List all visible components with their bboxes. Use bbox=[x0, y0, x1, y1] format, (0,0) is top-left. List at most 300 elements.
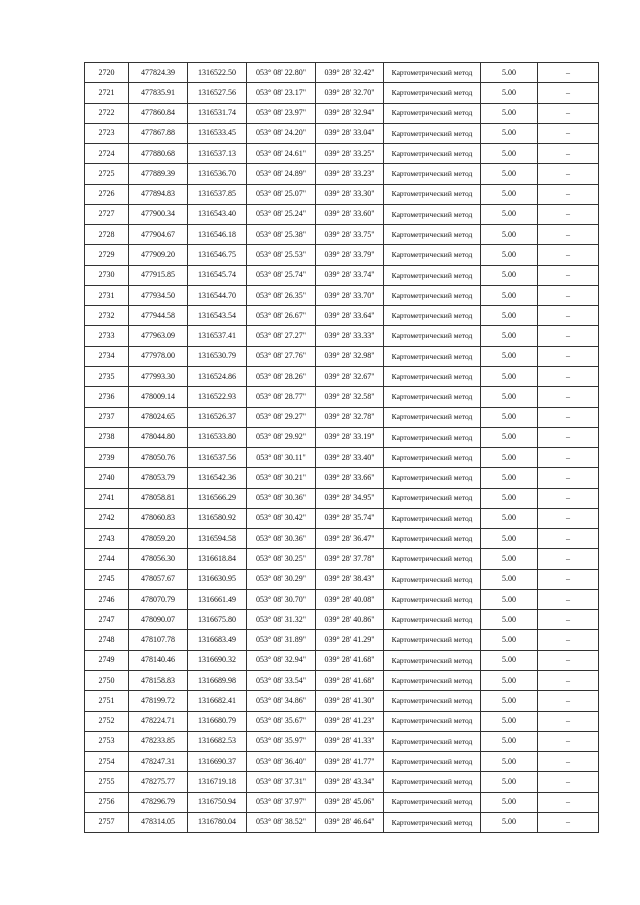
table-row bbox=[85, 468, 599, 488]
method-cell: Картометрический метод bbox=[384, 285, 481, 305]
x-coordinate-cell: 478056.30 bbox=[129, 549, 188, 569]
table-row bbox=[85, 731, 599, 751]
table-row bbox=[85, 508, 599, 528]
note-cell: – bbox=[538, 164, 599, 184]
y-coordinate-cell: 1316537.13 bbox=[188, 144, 247, 164]
y-coordinate-cell: 1316580.92 bbox=[188, 508, 247, 528]
accuracy-cell: 5.00 bbox=[481, 245, 538, 265]
table-row bbox=[85, 245, 599, 265]
x-coordinate-cell: 478059.20 bbox=[129, 529, 188, 549]
point-number-cell: 2753 bbox=[85, 731, 129, 751]
longitude-cell: 039° 28' 33.60" bbox=[316, 204, 384, 224]
y-coordinate-cell: 1316543.54 bbox=[188, 306, 247, 326]
accuracy-cell: 5.00 bbox=[481, 184, 538, 204]
table-row bbox=[85, 265, 599, 285]
method-cell: Картометрический метод bbox=[384, 144, 481, 164]
x-coordinate-cell: 477824.39 bbox=[129, 63, 188, 83]
x-coordinate-cell: 478070.79 bbox=[129, 589, 188, 609]
latitude-cell: 053° 08' 30.36" bbox=[247, 529, 316, 549]
y-coordinate-cell: 1316537.56 bbox=[188, 448, 247, 468]
note-cell: – bbox=[538, 569, 599, 589]
method-cell: Картометрический метод bbox=[384, 103, 481, 123]
method-cell: Картометрический метод bbox=[384, 488, 481, 508]
accuracy-cell: 5.00 bbox=[481, 691, 538, 711]
latitude-cell: 053° 08' 27.76" bbox=[247, 346, 316, 366]
accuracy-cell: 5.00 bbox=[481, 630, 538, 650]
longitude-cell: 039° 28' 35.74" bbox=[316, 508, 384, 528]
longitude-cell: 039° 28' 33.66" bbox=[316, 468, 384, 488]
table-body bbox=[85, 63, 599, 833]
table-row bbox=[85, 366, 599, 386]
method-cell: Картометрический метод bbox=[384, 326, 481, 346]
table-row bbox=[85, 204, 599, 224]
point-number-cell: 2743 bbox=[85, 529, 129, 549]
accuracy-cell: 5.00 bbox=[481, 650, 538, 670]
x-coordinate-cell: 477894.83 bbox=[129, 184, 188, 204]
longitude-cell: 039° 28' 32.42" bbox=[316, 63, 384, 83]
table-row bbox=[85, 225, 599, 245]
longitude-cell: 039° 28' 43.34" bbox=[316, 772, 384, 792]
latitude-cell: 053° 08' 35.67" bbox=[247, 711, 316, 731]
method-cell: Картометрический метод bbox=[384, 387, 481, 407]
table-row bbox=[85, 83, 599, 103]
y-coordinate-cell: 1316546.75 bbox=[188, 245, 247, 265]
y-coordinate-cell: 1316530.79 bbox=[188, 346, 247, 366]
note-cell: – bbox=[538, 346, 599, 366]
longitude-cell: 039° 28' 46.64" bbox=[316, 812, 384, 832]
latitude-cell: 053° 08' 37.31" bbox=[247, 772, 316, 792]
note-cell: – bbox=[538, 691, 599, 711]
latitude-cell: 053° 08' 30.29" bbox=[247, 569, 316, 589]
table-row bbox=[85, 63, 599, 83]
table-row bbox=[85, 752, 599, 772]
longitude-cell: 039° 28' 38.43" bbox=[316, 569, 384, 589]
table-row bbox=[85, 387, 599, 407]
note-cell: – bbox=[538, 407, 599, 427]
method-cell: Картометрический метод bbox=[384, 610, 481, 630]
x-coordinate-cell: 478090.07 bbox=[129, 610, 188, 630]
x-coordinate-cell: 477889.39 bbox=[129, 164, 188, 184]
table-row bbox=[85, 326, 599, 346]
point-number-cell: 2741 bbox=[85, 488, 129, 508]
accuracy-cell: 5.00 bbox=[481, 508, 538, 528]
y-coordinate-cell: 1316546.18 bbox=[188, 225, 247, 245]
x-coordinate-cell: 478050.76 bbox=[129, 448, 188, 468]
y-coordinate-cell: 1316526.37 bbox=[188, 407, 247, 427]
point-number-cell: 2748 bbox=[85, 630, 129, 650]
method-cell: Картометрический метод bbox=[384, 670, 481, 690]
accuracy-cell: 5.00 bbox=[481, 387, 538, 407]
method-cell: Картометрический метод bbox=[384, 529, 481, 549]
point-number-cell: 2752 bbox=[85, 711, 129, 731]
accuracy-cell: 5.00 bbox=[481, 812, 538, 832]
y-coordinate-cell: 1316618.84 bbox=[188, 549, 247, 569]
latitude-cell: 053° 08' 31.32" bbox=[247, 610, 316, 630]
y-coordinate-cell: 1316689.98 bbox=[188, 670, 247, 690]
note-cell: – bbox=[538, 529, 599, 549]
latitude-cell: 053° 08' 24.20" bbox=[247, 123, 316, 143]
accuracy-cell: 5.00 bbox=[481, 285, 538, 305]
note-cell: – bbox=[538, 225, 599, 245]
point-number-cell: 2725 bbox=[85, 164, 129, 184]
table-row bbox=[85, 488, 599, 508]
table-row bbox=[85, 448, 599, 468]
accuracy-cell: 5.00 bbox=[481, 610, 538, 630]
y-coordinate-cell: 1316690.32 bbox=[188, 650, 247, 670]
longitude-cell: 039° 28' 33.19" bbox=[316, 427, 384, 447]
method-cell: Картометрический метод bbox=[384, 792, 481, 812]
note-cell: – bbox=[538, 589, 599, 609]
table-row bbox=[85, 529, 599, 549]
accuracy-cell: 5.00 bbox=[481, 488, 538, 508]
x-coordinate-cell: 477944.58 bbox=[129, 306, 188, 326]
latitude-cell: 053° 08' 30.42" bbox=[247, 508, 316, 528]
accuracy-cell: 5.00 bbox=[481, 752, 538, 772]
accuracy-cell: 5.00 bbox=[481, 448, 538, 468]
method-cell: Картометрический метод bbox=[384, 164, 481, 184]
x-coordinate-cell: 478058.81 bbox=[129, 488, 188, 508]
table-row bbox=[85, 772, 599, 792]
latitude-cell: 053° 08' 36.40" bbox=[247, 752, 316, 772]
accuracy-cell: 5.00 bbox=[481, 711, 538, 731]
x-coordinate-cell: 478057.67 bbox=[129, 569, 188, 589]
method-cell: Картометрический метод bbox=[384, 589, 481, 609]
latitude-cell: 053° 08' 29.92" bbox=[247, 427, 316, 447]
method-cell: Картометрический метод bbox=[384, 265, 481, 285]
latitude-cell: 053° 08' 26.35" bbox=[247, 285, 316, 305]
accuracy-cell: 5.00 bbox=[481, 164, 538, 184]
latitude-cell: 053° 08' 29.27" bbox=[247, 407, 316, 427]
method-cell: Картометрический метод bbox=[384, 569, 481, 589]
point-number-cell: 2745 bbox=[85, 569, 129, 589]
table-row bbox=[85, 569, 599, 589]
method-cell: Картометрический метод bbox=[384, 204, 481, 224]
table-row bbox=[85, 812, 599, 832]
x-coordinate-cell: 478224.71 bbox=[129, 711, 188, 731]
note-cell: – bbox=[538, 83, 599, 103]
x-coordinate-cell: 478275.77 bbox=[129, 772, 188, 792]
x-coordinate-cell: 477978.00 bbox=[129, 346, 188, 366]
y-coordinate-cell: 1316719.18 bbox=[188, 772, 247, 792]
longitude-cell: 039° 28' 41.29" bbox=[316, 630, 384, 650]
point-number-cell: 2728 bbox=[85, 225, 129, 245]
table-row bbox=[85, 184, 599, 204]
accuracy-cell: 5.00 bbox=[481, 63, 538, 83]
accuracy-cell: 5.00 bbox=[481, 265, 538, 285]
method-cell: Картометрический метод bbox=[384, 245, 481, 265]
y-coordinate-cell: 1316661.49 bbox=[188, 589, 247, 609]
note-cell: – bbox=[538, 488, 599, 508]
x-coordinate-cell: 478060.83 bbox=[129, 508, 188, 528]
latitude-cell: 053° 08' 33.54" bbox=[247, 670, 316, 690]
point-number-cell: 2749 bbox=[85, 650, 129, 670]
point-number-cell: 2732 bbox=[85, 306, 129, 326]
note-cell: – bbox=[538, 366, 599, 386]
table-row bbox=[85, 306, 599, 326]
point-number-cell: 2735 bbox=[85, 366, 129, 386]
latitude-cell: 053° 08' 30.36" bbox=[247, 488, 316, 508]
accuracy-cell: 5.00 bbox=[481, 569, 538, 589]
table-row bbox=[85, 670, 599, 690]
y-coordinate-cell: 1316545.74 bbox=[188, 265, 247, 285]
point-number-cell: 2727 bbox=[85, 204, 129, 224]
y-coordinate-cell: 1316522.93 bbox=[188, 387, 247, 407]
accuracy-cell: 5.00 bbox=[481, 589, 538, 609]
latitude-cell: 053° 08' 30.21" bbox=[247, 468, 316, 488]
table-row bbox=[85, 123, 599, 143]
table-row bbox=[85, 691, 599, 711]
accuracy-cell: 5.00 bbox=[481, 204, 538, 224]
x-coordinate-cell: 477934.50 bbox=[129, 285, 188, 305]
method-cell: Картометрический метод bbox=[384, 650, 481, 670]
accuracy-cell: 5.00 bbox=[481, 772, 538, 792]
point-number-cell: 2722 bbox=[85, 103, 129, 123]
longitude-cell: 039° 28' 33.74" bbox=[316, 265, 384, 285]
note-cell: – bbox=[538, 144, 599, 164]
longitude-cell: 039° 28' 32.98" bbox=[316, 346, 384, 366]
table-row bbox=[85, 549, 599, 569]
note-cell: – bbox=[538, 285, 599, 305]
y-coordinate-cell: 1316594.58 bbox=[188, 529, 247, 549]
table-row bbox=[85, 711, 599, 731]
accuracy-cell: 5.00 bbox=[481, 427, 538, 447]
latitude-cell: 053° 08' 30.25" bbox=[247, 549, 316, 569]
accuracy-cell: 5.00 bbox=[481, 103, 538, 123]
longitude-cell: 039° 28' 40.86" bbox=[316, 610, 384, 630]
x-coordinate-cell: 478107.78 bbox=[129, 630, 188, 650]
point-number-cell: 2757 bbox=[85, 812, 129, 832]
table-row bbox=[85, 346, 599, 366]
method-cell: Картометрический метод bbox=[384, 549, 481, 569]
point-number-cell: 2721 bbox=[85, 83, 129, 103]
method-cell: Картометрический метод bbox=[384, 83, 481, 103]
y-coordinate-cell: 1316544.70 bbox=[188, 285, 247, 305]
method-cell: Картометрический метод bbox=[384, 448, 481, 468]
latitude-cell: 053° 08' 25.07" bbox=[247, 184, 316, 204]
latitude-cell: 053° 08' 35.97" bbox=[247, 731, 316, 751]
x-coordinate-cell: 478233.85 bbox=[129, 731, 188, 751]
longitude-cell: 039° 28' 37.78" bbox=[316, 549, 384, 569]
note-cell: – bbox=[538, 184, 599, 204]
method-cell: Картометрический метод bbox=[384, 225, 481, 245]
x-coordinate-cell: 477963.09 bbox=[129, 326, 188, 346]
point-number-cell: 2736 bbox=[85, 387, 129, 407]
latitude-cell: 053° 08' 25.24" bbox=[247, 204, 316, 224]
longitude-cell: 039° 28' 33.30" bbox=[316, 184, 384, 204]
accuracy-cell: 5.00 bbox=[481, 83, 538, 103]
accuracy-cell: 5.00 bbox=[481, 123, 538, 143]
y-coordinate-cell: 1316531.74 bbox=[188, 103, 247, 123]
method-cell: Картометрический метод bbox=[384, 366, 481, 386]
longitude-cell: 039° 28' 32.78" bbox=[316, 407, 384, 427]
method-cell: Картометрический метод bbox=[384, 772, 481, 792]
accuracy-cell: 5.00 bbox=[481, 731, 538, 751]
longitude-cell: 039° 28' 41.30" bbox=[316, 691, 384, 711]
method-cell: Картометрический метод bbox=[384, 407, 481, 427]
note-cell: – bbox=[538, 549, 599, 569]
method-cell: Картометрический метод bbox=[384, 306, 481, 326]
longitude-cell: 039° 28' 33.25" bbox=[316, 144, 384, 164]
accuracy-cell: 5.00 bbox=[481, 366, 538, 386]
y-coordinate-cell: 1316542.36 bbox=[188, 468, 247, 488]
method-cell: Картометрический метод bbox=[384, 123, 481, 143]
longitude-cell: 039° 28' 40.08" bbox=[316, 589, 384, 609]
accuracy-cell: 5.00 bbox=[481, 326, 538, 346]
method-cell: Картометрический метод bbox=[384, 468, 481, 488]
point-number-cell: 2740 bbox=[85, 468, 129, 488]
method-cell: Картометрический метод bbox=[384, 691, 481, 711]
note-cell: – bbox=[538, 265, 599, 285]
method-cell: Картометрический метод bbox=[384, 427, 481, 447]
note-cell: – bbox=[538, 306, 599, 326]
point-number-cell: 2742 bbox=[85, 508, 129, 528]
method-cell: Картометрический метод bbox=[384, 731, 481, 751]
longitude-cell: 039° 28' 41.68" bbox=[316, 670, 384, 690]
longitude-cell: 039° 28' 33.04" bbox=[316, 123, 384, 143]
note-cell: – bbox=[538, 123, 599, 143]
y-coordinate-cell: 1316683.49 bbox=[188, 630, 247, 650]
x-coordinate-cell: 477915.85 bbox=[129, 265, 188, 285]
point-number-cell: 2739 bbox=[85, 448, 129, 468]
y-coordinate-cell: 1316527.56 bbox=[188, 83, 247, 103]
longitude-cell: 039° 28' 33.40" bbox=[316, 448, 384, 468]
note-cell: – bbox=[538, 63, 599, 83]
table-row bbox=[85, 610, 599, 630]
longitude-cell: 039° 28' 33.23" bbox=[316, 164, 384, 184]
y-coordinate-cell: 1316543.40 bbox=[188, 204, 247, 224]
point-number-cell: 2738 bbox=[85, 427, 129, 447]
latitude-cell: 053° 08' 28.77" bbox=[247, 387, 316, 407]
y-coordinate-cell: 1316690.37 bbox=[188, 752, 247, 772]
x-coordinate-cell: 478199.72 bbox=[129, 691, 188, 711]
note-cell: – bbox=[538, 427, 599, 447]
latitude-cell: 053° 08' 37.97" bbox=[247, 792, 316, 812]
method-cell: Картометрический метод bbox=[384, 711, 481, 731]
accuracy-cell: 5.00 bbox=[481, 407, 538, 427]
y-coordinate-cell: 1316682.41 bbox=[188, 691, 247, 711]
point-number-cell: 2737 bbox=[85, 407, 129, 427]
latitude-cell: 053° 08' 27.27" bbox=[247, 326, 316, 346]
latitude-cell: 053° 08' 24.61" bbox=[247, 144, 316, 164]
note-cell: – bbox=[538, 103, 599, 123]
point-number-cell: 2746 bbox=[85, 589, 129, 609]
accuracy-cell: 5.00 bbox=[481, 144, 538, 164]
x-coordinate-cell: 478009.14 bbox=[129, 387, 188, 407]
longitude-cell: 039° 28' 41.33" bbox=[316, 731, 384, 751]
x-coordinate-cell: 478024.65 bbox=[129, 407, 188, 427]
y-coordinate-cell: 1316522.50 bbox=[188, 63, 247, 83]
note-cell: – bbox=[538, 204, 599, 224]
latitude-cell: 053° 08' 28.26" bbox=[247, 366, 316, 386]
latitude-cell: 053° 08' 23.97" bbox=[247, 103, 316, 123]
note-cell: – bbox=[538, 610, 599, 630]
longitude-cell: 039° 28' 32.94" bbox=[316, 103, 384, 123]
longitude-cell: 039° 28' 36.47" bbox=[316, 529, 384, 549]
x-coordinate-cell: 478296.79 bbox=[129, 792, 188, 812]
x-coordinate-cell: 478053.79 bbox=[129, 468, 188, 488]
latitude-cell: 053° 08' 30.11" bbox=[247, 448, 316, 468]
note-cell: – bbox=[538, 650, 599, 670]
point-number-cell: 2734 bbox=[85, 346, 129, 366]
y-coordinate-cell: 1316536.70 bbox=[188, 164, 247, 184]
latitude-cell: 053° 08' 22.80" bbox=[247, 63, 316, 83]
point-number-cell: 2747 bbox=[85, 610, 129, 630]
x-coordinate-cell: 477993.30 bbox=[129, 366, 188, 386]
x-coordinate-cell: 477867.88 bbox=[129, 123, 188, 143]
latitude-cell: 053° 08' 25.74" bbox=[247, 265, 316, 285]
table-row bbox=[85, 103, 599, 123]
note-cell: – bbox=[538, 792, 599, 812]
x-coordinate-cell: 478158.83 bbox=[129, 670, 188, 690]
point-number-cell: 2733 bbox=[85, 326, 129, 346]
x-coordinate-cell: 477835.91 bbox=[129, 83, 188, 103]
x-coordinate-cell: 477904.67 bbox=[129, 225, 188, 245]
accuracy-cell: 5.00 bbox=[481, 468, 538, 488]
longitude-cell: 039° 28' 32.67" bbox=[316, 366, 384, 386]
y-coordinate-cell: 1316780.04 bbox=[188, 812, 247, 832]
y-coordinate-cell: 1316750.94 bbox=[188, 792, 247, 812]
longitude-cell: 039° 28' 33.33" bbox=[316, 326, 384, 346]
x-coordinate-cell: 478314.05 bbox=[129, 812, 188, 832]
note-cell: – bbox=[538, 630, 599, 650]
x-coordinate-cell: 478247.31 bbox=[129, 752, 188, 772]
table-row bbox=[85, 427, 599, 447]
latitude-cell: 053° 08' 24.89" bbox=[247, 164, 316, 184]
accuracy-cell: 5.00 bbox=[481, 306, 538, 326]
note-cell: – bbox=[538, 670, 599, 690]
x-coordinate-cell: 477880.68 bbox=[129, 144, 188, 164]
point-number-cell: 2756 bbox=[85, 792, 129, 812]
longitude-cell: 039° 28' 41.23" bbox=[316, 711, 384, 731]
y-coordinate-cell: 1316537.85 bbox=[188, 184, 247, 204]
note-cell: – bbox=[538, 752, 599, 772]
note-cell: – bbox=[538, 245, 599, 265]
method-cell: Картометрический метод bbox=[384, 752, 481, 772]
point-number-cell: 2755 bbox=[85, 772, 129, 792]
table-row bbox=[85, 650, 599, 670]
longitude-cell: 039° 28' 33.79" bbox=[316, 245, 384, 265]
point-number-cell: 2744 bbox=[85, 549, 129, 569]
table-row bbox=[85, 144, 599, 164]
note-cell: – bbox=[538, 448, 599, 468]
longitude-cell: 039° 28' 34.95" bbox=[316, 488, 384, 508]
table-row bbox=[85, 407, 599, 427]
y-coordinate-cell: 1316675.80 bbox=[188, 610, 247, 630]
y-coordinate-cell: 1316566.29 bbox=[188, 488, 247, 508]
point-number-cell: 2730 bbox=[85, 265, 129, 285]
note-cell: – bbox=[538, 508, 599, 528]
note-cell: – bbox=[538, 772, 599, 792]
longitude-cell: 039° 28' 41.68" bbox=[316, 650, 384, 670]
point-number-cell: 2729 bbox=[85, 245, 129, 265]
latitude-cell: 053° 08' 30.70" bbox=[247, 589, 316, 609]
longitude-cell: 039° 28' 45.06" bbox=[316, 792, 384, 812]
coordinates-table bbox=[84, 62, 599, 833]
x-coordinate-cell: 477909.20 bbox=[129, 245, 188, 265]
latitude-cell: 053° 08' 38.52" bbox=[247, 812, 316, 832]
method-cell: Картометрический метод bbox=[384, 63, 481, 83]
accuracy-cell: 5.00 bbox=[481, 346, 538, 366]
y-coordinate-cell: 1316680.79 bbox=[188, 711, 247, 731]
point-number-cell: 2751 bbox=[85, 691, 129, 711]
x-coordinate-cell: 477860.84 bbox=[129, 103, 188, 123]
table-row bbox=[85, 630, 599, 650]
table-row bbox=[85, 589, 599, 609]
point-number-cell: 2731 bbox=[85, 285, 129, 305]
latitude-cell: 053° 08' 34.86" bbox=[247, 691, 316, 711]
method-cell: Картометрический метод bbox=[384, 346, 481, 366]
latitude-cell: 053° 08' 32.94" bbox=[247, 650, 316, 670]
